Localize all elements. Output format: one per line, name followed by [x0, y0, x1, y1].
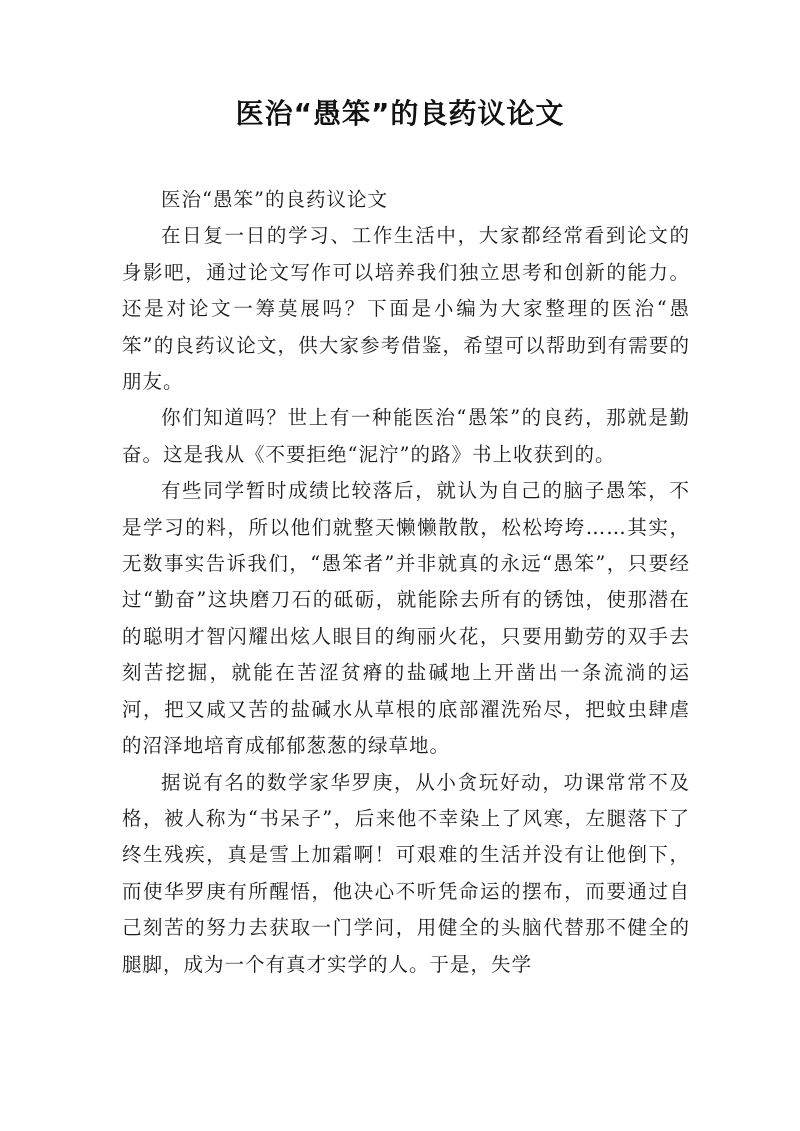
document-title: 医治“愚笨”的良药议论文: [235, 97, 565, 130]
paragraph-subtitle: 医治“愚笨”的良药议论文: [161, 188, 388, 211]
paragraph-students: 有些同学暂时成绩比较落后，就认为自己的脑子愚笨，不是学习的料，所以他们就整天懒懒散散，松松垮垮……其实，无数事实告诉我们，“愚笨者”并非就真的永远“愚笨”，只要经过“勤奋”这块磨刀石的砥砺，就能除去所有的锈蚀，使那潜在的聪明才智闪耀出炫人眼目的绚丽火花，只要用勤劳的双手去刻苦挖掘，就能在苦涩贫瘠的盐碱地上开凿出一条流淌的运河，把又咸又苦的盐碱水从草根的底部濯洗殆尽，把蚊虫肆虐的沼泽地培育成郁郁葱葱的绿草地。: [122, 479, 690, 758]
paragraph-diligence: 你们知道吗？世上有一种能医治“愚笨”的良药，那就是勤奋。这是我从《不要拒绝“泥泞”的路》书上收获到的。: [122, 406, 690, 466]
paragraph-intro: 在日复一日的学习、工作生活中，大家都经常看到论文的身影吧，通过论文写作可以培养我们独立思考和创新的能力。还是对论文一筹莫展吗？下面是小编为大家整理的医治“愚笨”的良药议论文，供大家参考借鉴，希望可以帮助到有需要的朋友。: [122, 224, 690, 394]
paragraph-hua-luogeng: 据说有名的数学家华罗庚，从小贪玩好动，功课常常不及格，被人称为“书呆子”，后来他不幸染上了风寒，左腿落下了终生残疾，真是雪上加霜啊！可艰难的生活并没有让他倒下，而使华罗庚有所醒悟，他决心不听凭命运的摆布，而要通过自己刻苦的努力去获取一门学问，用健全的头脑代替那不健全的腿脚，成为一个有真才实学的人。于是，失学: [122, 770, 690, 976]
document-body: [122, 182, 690, 983]
